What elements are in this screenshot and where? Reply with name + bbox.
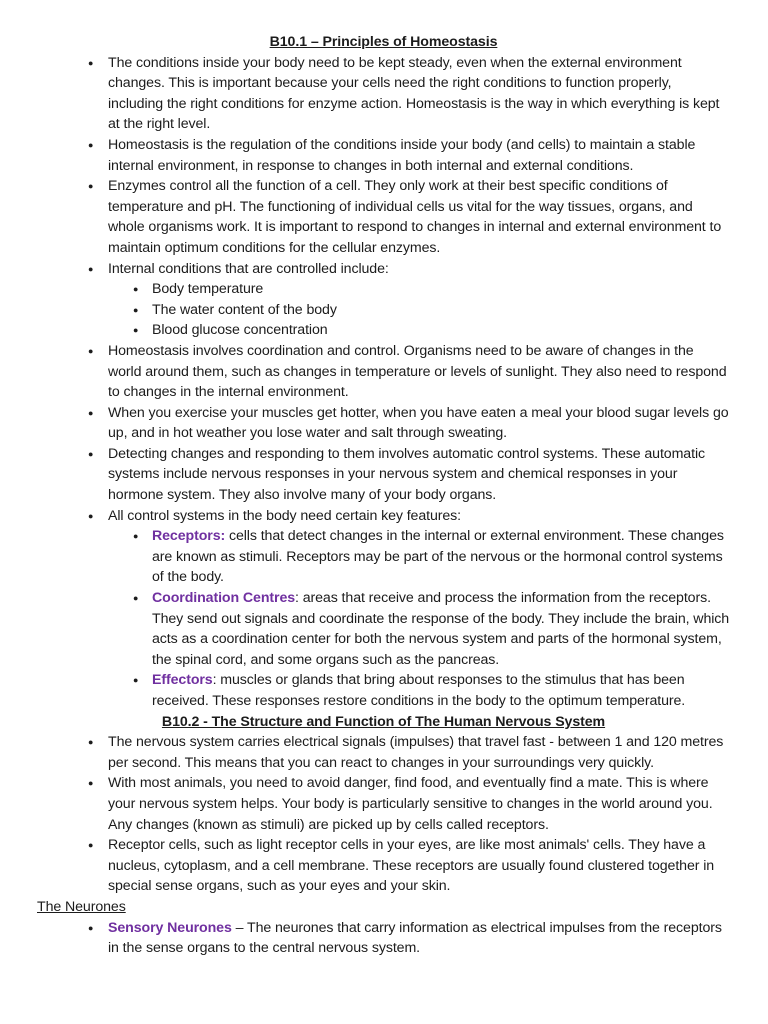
- term-coordination-centres: Coordination Centres: [152, 590, 296, 607]
- bullet-item: [108, 259, 730, 341]
- bullet-item: [108, 341, 730, 403]
- sub-bullet-item: [152, 300, 730, 321]
- section-heading-b10-1: B10.1 – Principles of Homeostasis: [269, 34, 498, 50]
- sub-bullet-text: The water content of the body: [152, 301, 337, 318]
- bullet-item: [108, 53, 730, 135]
- bullet-item: [108, 835, 730, 897]
- section-heading-b10-2: B10.2 - The Structure and Function of The Human Nervous System: [161, 713, 606, 730]
- bullet-text: With most animals, you need to avoid danger, find food, and eventually find a mate. This is where your nervous system helps. Your body is particularly sensitive to changes in the world around you. Any changes (known as stimuli) are picked up by cells called receptors.: [108, 775, 713, 833]
- bullet-text: Internal conditions that are controlled include:: [108, 260, 389, 277]
- bullet-text: Enzymes control all the function of a cell. They only work at their best specific conditions of temperature and pH. The functioning of individual cells us vital for the way tissues, organs, and whole organisms work. It is important to respond to changes in internal and external environment to maintain optimum conditions for the cellular enzymes.: [108, 178, 722, 256]
- sub-bullet-item: [152, 670, 730, 711]
- bullet-item: [108, 918, 730, 959]
- sub-bullet-text: : areas that receive and process the information from the receptors. They send out signals and coordinate the response of the body. They include the brain, which acts as a coordination center for both the nervous system and parts of the hormonal system, the spinal cord, and some organs such as the pancreas.: [152, 590, 730, 668]
- bullet-item: [108, 444, 730, 506]
- bullet-text: The nervous system carries electrical signals (impulses) that travel fast - between 1 and 120 metres per second. This means that you can react to changes in your surroundings very quickly.: [108, 734, 724, 771]
- bullet-text: – The neurones that carry information as electrical impulses from the receptors in the sense organs to the central nervous system.: [108, 919, 722, 957]
- bullet-item: [108, 506, 730, 712]
- controlled-conditions-list: [108, 279, 730, 341]
- neurones-list: [37, 918, 730, 959]
- sub-bullet-text: cells that detect changes in the internal or external environment. These changes are known as stimuli. Receptors may be part of the nervous or the hormonal control systems of the body.: [152, 528, 724, 586]
- bullet-text: Homeostasis involves coordination and control. Organisms need to be aware of changes in the world around them, such as changes in temperature or levels of sunlight. They also need to respond to changes in the internal environment.: [108, 342, 727, 401]
- sub-bullet-text: : muscles or glands that bring about responses to the stimulus that has been received. These responses restore conditions in the body to the optimum temperature.: [152, 672, 686, 709]
- bullet-text: Receptor cells, such as light receptor cells in your eyes, are like most animals' cells. They have a nucleus, cytoplasm, and a cell membrane. These receptors are usually found clustered together in special sense organs, such as your eyes and your skin.: [108, 837, 715, 895]
- bullet-list-section1: [37, 53, 730, 712]
- bullet-text: Detecting changes and responding to them involves automatic control systems. These automatic systems include nervous responses in your nervous system and chemical responses in your hormone system. They also involve many of your body organs.: [108, 445, 705, 504]
- bullet-text: When you exercise your muscles get hotter, when you have eaten a meal your blood sugar levels go up, and in hot weather you lose water and salt through sweating.: [108, 404, 729, 442]
- bullet-item: [108, 732, 730, 773]
- bullet-text: Homeostasis is the regulation of the conditions inside your body (and cells) to maintain a stable internal environment, in response to changes in both internal and external conditions.: [108, 136, 696, 174]
- sub-bullet-item: [152, 588, 730, 670]
- term-receptors: Receptors:: [152, 528, 226, 545]
- sub-bullet-item: [152, 320, 730, 341]
- key-features-list: [108, 526, 730, 711]
- bullet-item: [108, 176, 730, 258]
- bullet-item: [108, 135, 730, 176]
- bullet-item: [108, 403, 730, 444]
- heading-the-neurones: The Neurones: [37, 898, 126, 915]
- term-sensory-neurones: Sensory Neurones: [108, 919, 232, 936]
- bullet-list-section2: [37, 732, 730, 897]
- sub-bullet-item: [152, 526, 730, 588]
- sub-bullet-text: Blood glucose concentration: [152, 322, 328, 339]
- sub-bullet-text: Body temperature: [152, 281, 264, 298]
- bullet-text: All control systems in the body need certain key features:: [108, 507, 462, 524]
- sub-bullet-item: [152, 279, 730, 300]
- term-effectors: Effectors: [152, 672, 213, 689]
- bullet-text: The conditions inside your body need to be kept steady, even when the external environment changes. This is important because your cells need the right conditions to function properly, including the right conditions for enzyme action. Homeostasis is the way in which everything is kept at the right level.: [108, 54, 720, 133]
- bullet-item: [108, 773, 730, 835]
